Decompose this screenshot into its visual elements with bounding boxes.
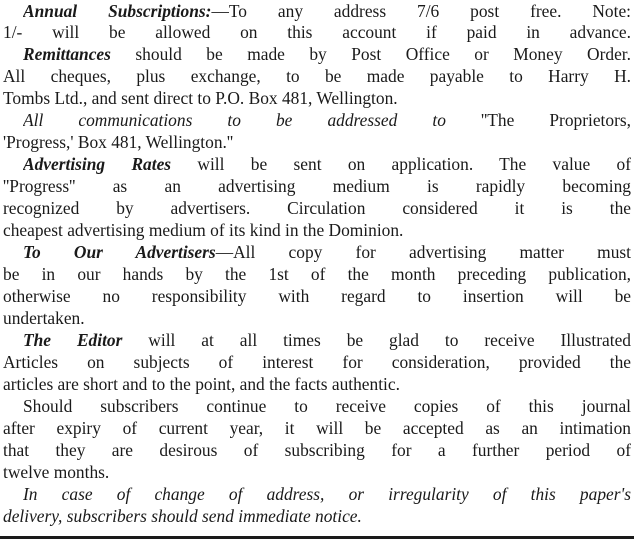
communications-text-1: All communications to be addressed to — [23, 110, 446, 130]
advertisers-line-1 — [23, 241, 631, 263]
editor-text-1: will at all times be glad to receive Illustrated — [122, 330, 631, 350]
editor-heading: The Editor — [23, 330, 123, 350]
editor-line-2: Articles on subjects of interest for consideration, provided the — [3, 352, 631, 372]
subscriptions-text-1: —To any address 7/6 post free. Note: — [211, 1, 631, 21]
advertisers-heading: To Our Advertisers — [23, 242, 216, 262]
advertisers-line-4: undertaken. — [3, 308, 85, 328]
subscribers-line-2: after expiry of current year, it will be accepted as an intimation — [3, 418, 631, 438]
subscribers-line-3: that they are desirous of subscribing for a further period of — [3, 440, 631, 460]
communications-line-1 — [23, 109, 631, 131]
subscriptions-line-1 — [23, 0, 631, 22]
remittances-line-3: Tombs Ltd., and sent direct to P.O. Box 481, Wellington. — [3, 88, 398, 108]
advertisers-text-1: —All copy for advertising matter must — [215, 242, 631, 262]
bottom-rule — [0, 536, 634, 539]
remittances-line-2: All cheques, plus exchange, to be made payable to Harry H. — [3, 66, 631, 86]
editor-line-1 — [23, 329, 631, 351]
advertisers-line-2: be in our hands by the 1st of the month preceding publication, — [3, 264, 631, 284]
remittances-text-1: should be made by Post Office or Money Order. — [110, 44, 631, 64]
remittances-heading: Remittances — [23, 44, 111, 64]
advertisers-line-3: otherwise no responsibility with regard to insertion will be — [3, 286, 631, 306]
subscriptions-line-2: 1/- will be allowed on this account if paid in advance. — [3, 22, 631, 42]
subscribers-line-4: twelve months. — [3, 462, 110, 482]
advertising-rates-line-3: recognized by advertisers. Circulation considered it is the — [3, 198, 631, 218]
advertising-rates-line-2: ''Progress'' as an advertising medium is rapidly becoming — [3, 176, 631, 196]
subscriptions-heading: Annual Subscriptions: — [23, 1, 212, 21]
change-notice-line-2: delivery, subscribers should send immediate notice. — [3, 506, 362, 526]
communications-line-2: 'Progress,' Box 481, Wellington.'' — [3, 132, 234, 152]
advertising-rates-text-1: will be sent on application. The value of — [171, 154, 631, 174]
advertising-rates-heading: Advertising Rates — [23, 154, 172, 174]
communications-text-2: ''The Proprietors, — [445, 110, 631, 130]
advertising-rates-line-1 — [23, 153, 631, 175]
subscribers-line-1: Should subscribers continue to receive copies of this journal — [23, 396, 631, 416]
editor-line-3: articles are short and to the point, and the facts authentic. — [3, 374, 400, 394]
advertising-rates-line-4: cheapest advertising medium of its kind in the Dominion. — [3, 220, 404, 240]
remittances-line-1 — [23, 43, 631, 65]
change-notice-line-1: In case of change of address, or irregularity of this paper's — [23, 484, 631, 504]
